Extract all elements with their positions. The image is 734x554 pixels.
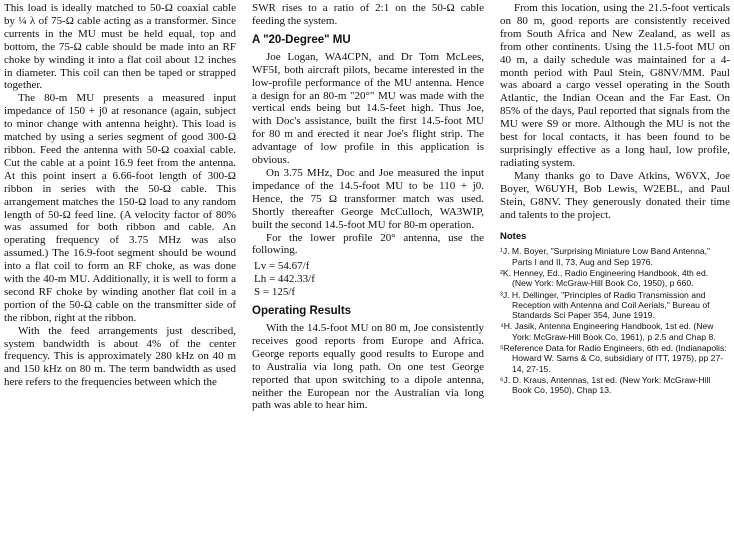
footnote: ⁵Reference Data for Radio Engineers, 6th ed. (Indianapolis: Howard W. Sams & Co, subsidiary of ITT, 1975), pp 27-14, 27-15. xyxy=(500,343,727,374)
paragraph: For the lower profile 20° antenna, use the following. xyxy=(252,231,484,257)
paragraph: On 3.75 MHz, Doc and Joe measured the input impedance of the 14.5-foot MU to be 110 + j0. Hence, the 75 Ω transformer match was used. Shortly thereafter George McCulloch, WA3WIP, built the second 14.5-foot MU for 80-m operation. xyxy=(252,166,484,231)
footnote: ³J. H. Dellinger, "Principles of Radio Transmission and Reception with Antenna and Coil Aerials," Bureau of Standards Sci Paper 354, June 1919. xyxy=(500,289,710,321)
formula-line: S = 125/f xyxy=(254,286,296,299)
paragraph: The 80-m MU presents a measured input impedance of 150 + j0 at resonance (again, subject to minor change with antenna height). This load is matched by using a series segment of good 300-Ω ribbon. Feed the antenna with 50-Ω coaxial cable. Cut the cable at a point 16.9 feet from the antenna. At this point insert a 6.66-foot length of 300-Ω ribbon in series with the 50-Ω cable. This arrangement matches the 150-Ω load to any random length of 50-Ω feed line. (A velocity factor of 80% was assumed for both ribbon and cable. An operating frequency of 3.75 MHz was also assumed.) The 16.9-foot segment should be wound into a flat coil to form an RF choke, as was done with the 40-m MU. Additionally, it is well to form a second RF choke by winding another flat coil in a portion of the 50-Ω cable on the transmitter side of the ribbon, right at the ribbon. xyxy=(4,92,236,324)
formula-line: Lh = 442.33/f xyxy=(254,273,315,286)
paragraph: From this location, using the 21.5-foot verticals on 80 m, good reports are consistently received from South Africa and New Zealand, as well as from other continents. Using the 11.5-foot MU on 40 m, a daily schedule was maintained for a 4-month period with Paul Stein, G8NV/MM. Paul was aboard a cargo vessel operating in the South Atlantic, the Indian Ocean and the Far East. On 85% of the days, Paul reported that signals from the MU were S9 or more. Although the MU is not the best for local contacts, it has been found to be surprisingly effective as a long haul, low profile, radiating system. xyxy=(500,2,730,169)
paragraph: With the feed arrangements just described, system bandwidth is about 4% of the center frequency. This is approximately 280 kHz on 40 m and 150 kHz on 80 m. The term bandwidth as used here refers to the frequencies between which the xyxy=(4,324,236,389)
section-heading: A "20-Degree" MU xyxy=(252,33,351,46)
section-heading: Operating Results xyxy=(252,305,352,318)
text-column-3 xyxy=(500,2,730,397)
paragraph: With the 14.5-foot MU on 80 m, Joe consistently receives good reports from Europe and Africa. George reports equally good results to Europe and to Australia via long path. On one test George reported that upon switching to a dipole antenna, neither the European nor the Australian via long path was able to hear him. xyxy=(252,322,484,412)
footnote: ⁶J. D. Kraus, Antennas, 1st ed. (New York: McGraw-Hill Book Co, 1950), Chap 13. xyxy=(500,374,711,396)
paragraph: SWR rises to a ratio of 2:1 on the 50-Ω cable feeding the system. xyxy=(252,2,484,27)
formula-block xyxy=(252,260,484,299)
notes-heading: Notes xyxy=(500,231,527,243)
paragraph: This load is ideally matched to 50-Ω coaxial cable by ¼ λ of 75-Ω cable acting as a transformer. Since currents in the MU must be held equal, top and bottom, the 75-Ω cable should be made into an RF choke by winding it into a flat coil about 12 inches in diameter. This coil can then be taped or strapped together. xyxy=(4,2,236,92)
paragraph: Joe Logan, WA4CPN, and Dr Tom McLees, WF5I, both aircraft pilots, became interested in the low-profile performance of the MU antenna. Hence a design for an 80-m "20°" MU was made with the vertical ends being but 14.5-feet high. Thus Joe, with Doc's assistance, built the first 14.5-foot MU for 80 m and erected it near Joe's flight strip. The advantage of low profile in this application is obvious. xyxy=(252,50,484,167)
footnote: ⁴H. Jasik, Antenna Engineering Handbook, 1st ed. (New York: McGraw-Hill Book Co, 1961), p 2.5 and Chap 8. xyxy=(500,321,716,342)
paragraph: Many thanks go to Dave Atkins, W6VX, Joe Boyer, W6UYH, Bob Lewis, W2EBL, and Paul Stein, G8NV. They generously donated their time and talents to the project. xyxy=(500,169,730,221)
text-column-1 xyxy=(4,2,236,389)
formula-line: Lv = 54.67/f xyxy=(254,260,310,273)
text-column-2 xyxy=(252,2,484,412)
footnote: ¹J. M. Boyer, "Surprising Miniature Low Band Antenna," Parts I and II, 73, Aug and Sep 1976. xyxy=(500,246,711,267)
footnote: ²K. Henney, Ed., Radio Engineering Handbook, 4th ed. (New York: McGraw-Hill Book Co, 1950), p 660. xyxy=(500,268,709,289)
